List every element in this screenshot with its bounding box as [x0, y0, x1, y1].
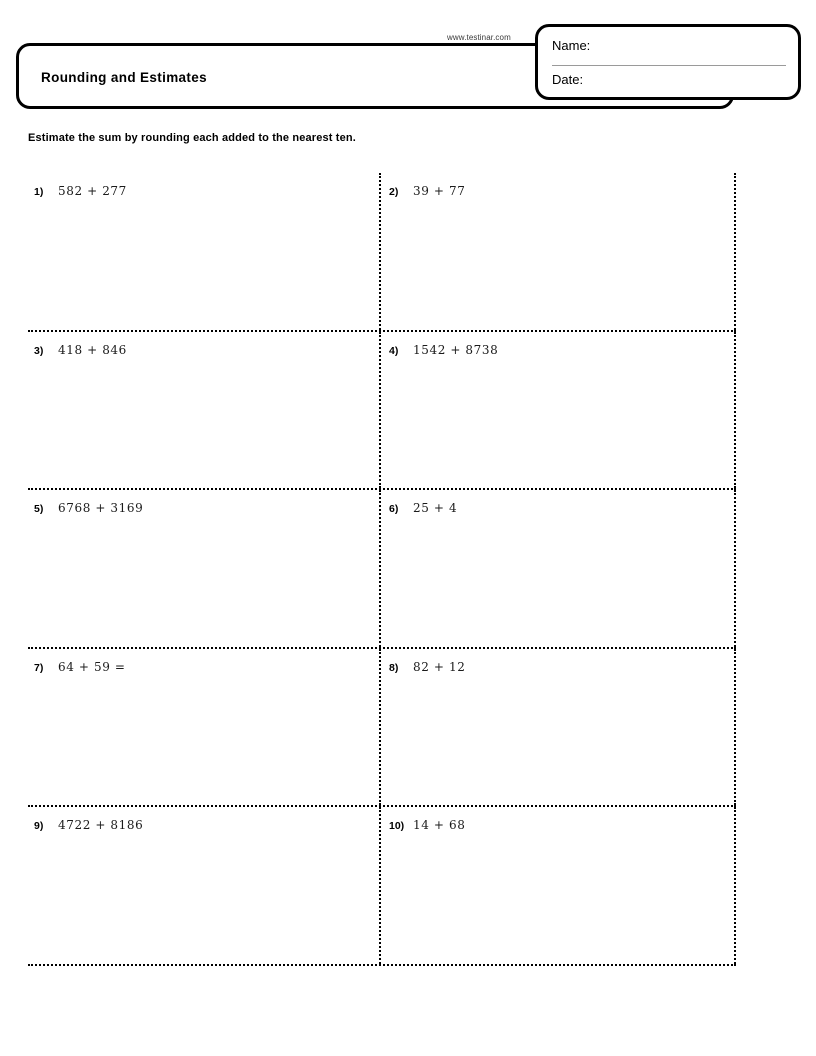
problem-7	[34, 660, 126, 674]
problem-cell[interactable]	[381, 807, 736, 964]
watermark-url: www.testinar.com	[447, 33, 511, 42]
problem-3	[34, 343, 127, 357]
problem-number: 3)	[34, 344, 44, 357]
problem-cell[interactable]	[381, 332, 736, 489]
problem-expression: 1542 + 8738	[413, 342, 499, 357]
problem-expression: 6768 + 3169	[58, 501, 144, 516]
problem-number: 8)	[389, 661, 399, 674]
problem-number: 9)	[34, 820, 44, 833]
problem-number: 4)	[389, 344, 399, 357]
worksheet-header	[0, 0, 816, 120]
problem-expression: 64 + 59 =	[58, 659, 126, 674]
date-label: Date:	[552, 72, 584, 87]
problem-expression: 25 + 4	[413, 501, 458, 516]
problem-cell[interactable]	[28, 490, 381, 647]
problem-cell[interactable]	[381, 490, 736, 647]
problem-row	[28, 649, 736, 808]
problem-number: 10)	[389, 820, 405, 833]
instruction-text: Estimate the sum by rounding each added to the nearest ten.	[28, 132, 356, 144]
problem-cell[interactable]	[28, 807, 381, 964]
problem-1	[34, 184, 127, 198]
problem-cell[interactable]	[28, 173, 381, 330]
problem-cell[interactable]	[28, 332, 381, 489]
problem-number: 2)	[389, 186, 399, 198]
problem-grid	[28, 173, 736, 968]
problem-expression: 4722 + 8186	[58, 818, 144, 833]
name-date-box	[535, 24, 801, 100]
problem-row	[28, 173, 736, 332]
problem-5	[34, 501, 143, 515]
problem-expression: 582 + 277	[58, 184, 127, 198]
problem-expression: 82 + 12	[413, 659, 466, 674]
page-title: Rounding and Estimates	[41, 70, 207, 85]
problem-expression: 14 + 68	[413, 818, 466, 833]
problem-8	[389, 660, 465, 674]
problem-number: 5)	[34, 503, 44, 516]
problem-cell[interactable]	[381, 649, 736, 806]
problem-number: 6)	[389, 503, 399, 516]
problem-cell[interactable]	[381, 173, 736, 330]
problem-9	[34, 818, 143, 832]
name-divider	[552, 65, 786, 66]
problem-cell[interactable]	[28, 649, 381, 806]
problem-2	[389, 184, 465, 198]
problem-10	[389, 818, 465, 832]
problem-row	[28, 490, 736, 649]
problem-row	[28, 332, 736, 491]
name-label: Name:	[552, 38, 591, 53]
problem-expression: 418 + 846	[58, 342, 127, 357]
problem-expression: 39 + 77	[413, 184, 466, 198]
problem-6	[389, 501, 457, 515]
problem-number: 7)	[34, 661, 44, 674]
problem-number: 1)	[34, 186, 44, 198]
problem-row	[28, 807, 736, 966]
problem-4	[389, 343, 498, 357]
